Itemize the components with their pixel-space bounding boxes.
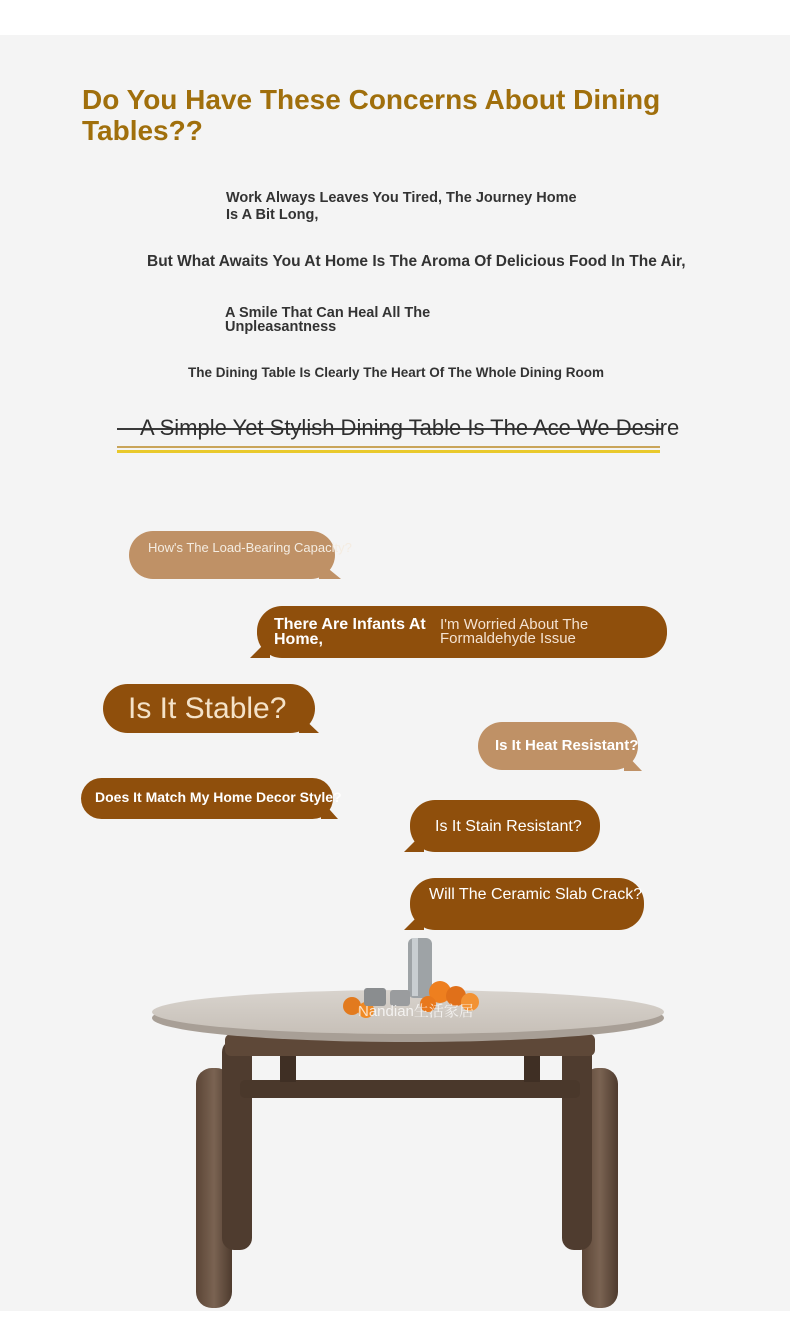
bubble-stain-text: Is It Stain Resistant?	[435, 818, 582, 835]
story-line-2: But What Awaits You At Home Is The Aroma Of Delicious Food In The Air,	[147, 253, 686, 270]
bubble-stable-text: Is It Stable?	[128, 692, 287, 725]
bubble-crack-text: Will The Ceramic Slab Crack?	[429, 886, 643, 903]
story-line-3: A Smile That Can Heal All The Unpleasantness	[225, 305, 431, 335]
bubble-formaldehyde-text: I'm Worried About The Formaldehyde Issue	[440, 616, 589, 647]
story-line-4: The Dining Table Is Clearly The Heart Of The Whole Dining Room	[188, 365, 605, 380]
watermark: Nandian生活家居	[358, 1003, 474, 1020]
bubble-stable	[103, 684, 315, 733]
highlight-underline	[117, 450, 660, 453]
bubble-infants-formaldehyde	[257, 606, 667, 658]
bubble-heat-text: Is It Heat Resistant?	[495, 737, 639, 754]
story-line-1: Work Always Leaves You Tired, The Journey Home Is A Bit Long,	[226, 190, 577, 223]
bubble-load-bearing	[129, 531, 352, 579]
highlight-underline-top	[117, 446, 660, 448]
bubble-decor-text: Does It Match My Home Decor Style?	[95, 789, 342, 805]
bubble-load-bearing-text: How's The Load-Bearing Capacity?	[148, 540, 352, 555]
dining-table-image	[140, 930, 680, 1310]
bubble-heat	[478, 722, 638, 770]
highlight-statement: A Simple Yet Stylish Dining Table Is The Ace We Desire	[140, 415, 680, 440]
bubble-crack	[410, 878, 644, 930]
bubble-infants-text: There Are Infants At Home,	[274, 616, 426, 648]
bubble-decor	[81, 778, 342, 819]
bubble-stain	[410, 800, 600, 852]
page-title: Do You Have These Concerns About Dining Tables??	[82, 84, 661, 146]
